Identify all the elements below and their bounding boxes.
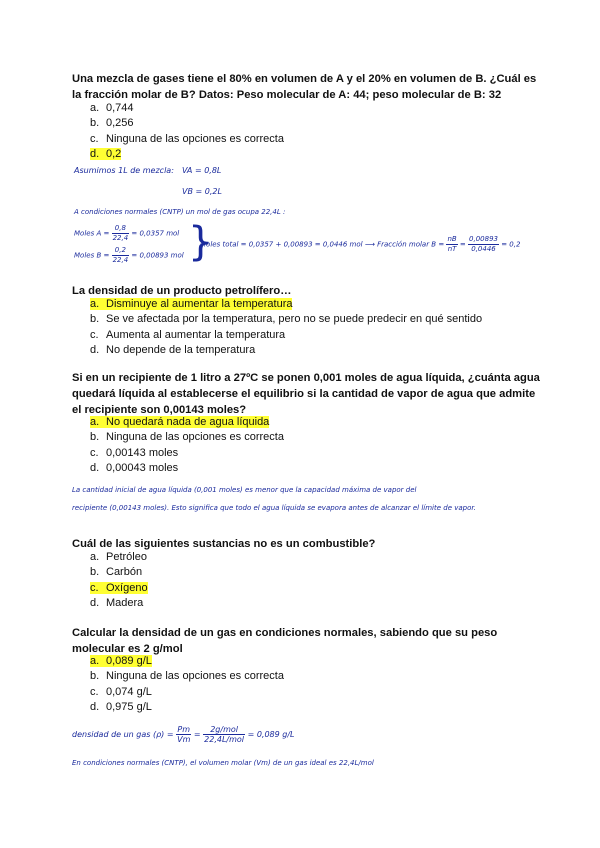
question-4-options [90, 550, 148, 612]
option-d[interactable]: d. No depende de la temperatura [90, 344, 256, 357]
option-d[interactable]: d. Madera [90, 597, 144, 610]
option-b[interactable]: b. 0,256 [90, 117, 134, 130]
note-density: densidad de un gas (ρ) = $\frac{Pm}{Vm}$ = $\frac{\text{2g/mol}}{\text{22,4L/mol}}$ = 0,089 g/L [72, 725, 295, 744]
question-5: Calcular la densidad de un gas en condiciones normales, sabiendo que su peso molecular es 2 g/mol [72, 627, 498, 655]
option-c[interactable]: c. 0,074 g/L [90, 685, 152, 698]
option-b[interactable]: b. Ninguna de las opciones es correcta [90, 670, 284, 683]
note-assume: Asumimos 1L de mezcla: [74, 166, 174, 175]
note-va: VA = 0,8L [182, 166, 222, 175]
option-d[interactable]: d. 0,975 g/L [90, 701, 152, 714]
option-a-correct[interactable]: a. No quedará nada de agua líquida [90, 416, 270, 428]
option-d[interactable]: d. 0,00043 moles [90, 462, 179, 475]
option-c[interactable]: c. 0,00143 moles [90, 446, 179, 459]
option-c[interactable]: c. Ninguna de las opciones es correcta [90, 132, 284, 145]
option-a[interactable]: a. Petróleo [90, 551, 147, 563]
question-4: Cuál de las siguientes sustancias no es un combustible? [72, 538, 376, 550]
question-1: Una mezcla de gases tiene el 80% en volumen de A y el 20% en volumen de B. ¿Cuál es la fracción molar de B? Datos: Peso molecular de A: 44; peso molecular de B: 32 [72, 73, 537, 101]
option-a-correct[interactable]: a. 0,089 g/L [90, 655, 152, 667]
option-c[interactable]: c. Aumenta al aumentar la temperatura [90, 328, 286, 341]
note-q3-line1: La cantidad inicial de agua líquida (0,001 moles) es menor que la capacidad máxima de vapor del [72, 486, 417, 494]
option-a[interactable]: a. 0,744 [90, 102, 134, 114]
question-2: La densidad de un producto petrolífero… [72, 285, 292, 297]
option-b[interactable]: b. Se ve afectada por la temperatura, pero no se puede predecir en qué sentido [90, 313, 483, 326]
note-q5-line2: En condiciones normales (CNTP), el volumen molar (Vm) de un gas ideal es 22,4L/mol [72, 759, 374, 767]
question-5-options [90, 654, 284, 716]
note-moles-b: Moles B = $\frac{0,2}{22,4}$ = 0,00893 mol [74, 246, 184, 264]
note-vb: VB = 0,2L [182, 187, 222, 196]
brace: } [188, 219, 214, 265]
note-q3-line2: recipiente (0,00143 moles). Esto significa que todo el agua líquida se evapora antes de alcanzar el límite de vapor. [72, 504, 476, 512]
question-2-options [90, 297, 482, 359]
option-d-correct[interactable]: d. 0,2 [90, 148, 122, 161]
note-total: Moles total = 0,0357 + 0,00893 = 0,0446 mol ⟶ Fracción molar B = $\frac{nB}{nT}$ = $\frac{0,00893}{0,0446}$ = 0,2 [200, 235, 521, 253]
option-b[interactable]: b. Ninguna de las opciones es correcta [90, 431, 284, 444]
note-cntp: A condiciones normales (CNTP) un mol de gas ocupa 22,4L : [74, 208, 286, 216]
note-moles-a: Moles A = $\frac{0,8}{22,4}$ = 0,0357 mol [74, 224, 180, 242]
question-3: Si en un recipiente de 1 litro a 27ºC se ponen 0,001 moles de agua líquida, ¿cuánta agua quedará líquida al establecerse el equilibrio si la cantidad de vapor de agua que admite el recipiente son 0,00143 moles? [72, 372, 540, 416]
question-1-options [90, 101, 284, 163]
option-a-correct[interactable]: a. Disminuye al aumentar la temperatura [90, 298, 293, 310]
option-b[interactable]: b. Carbón [90, 566, 143, 579]
option-c-correct[interactable]: c. Oxígeno [90, 581, 148, 594]
question-3-options [90, 415, 284, 477]
